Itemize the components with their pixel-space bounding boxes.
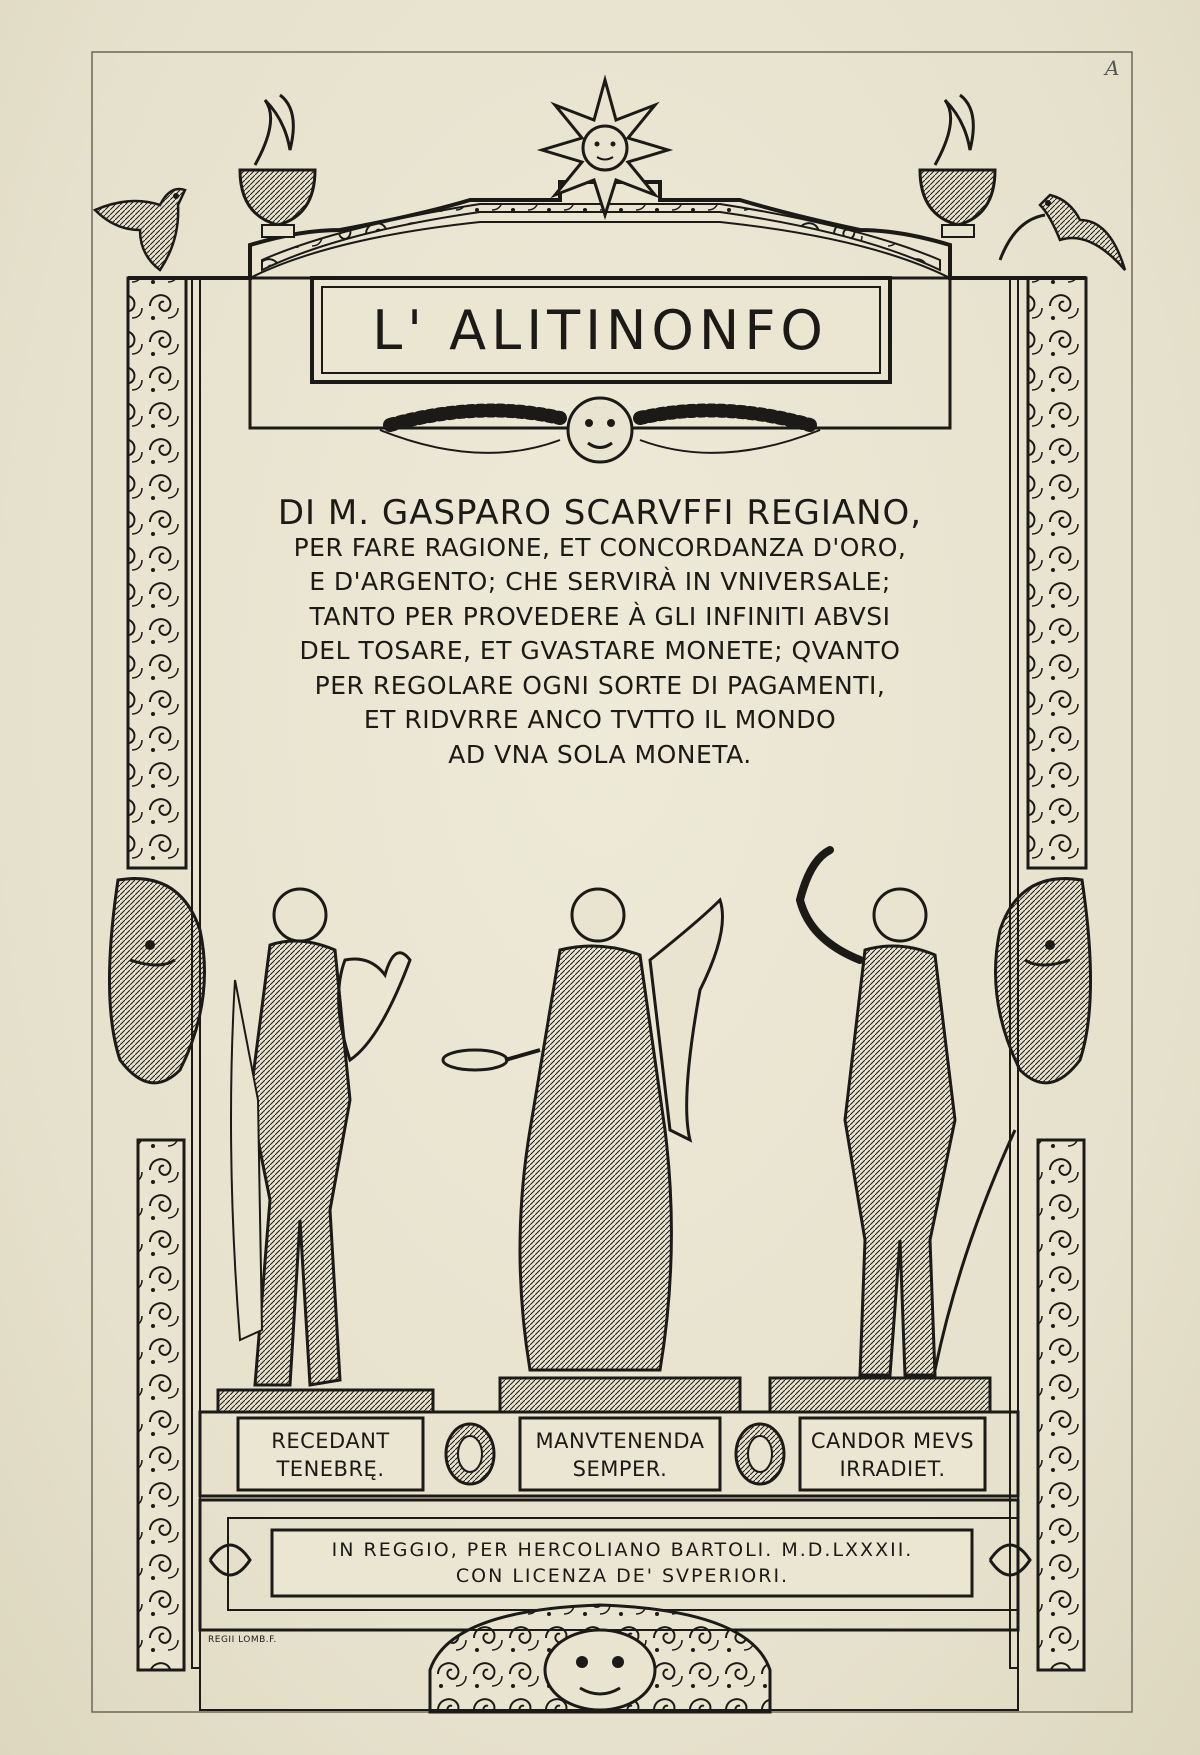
- folio-mark: A: [1105, 56, 1120, 80]
- figure-diana-with-bow: [800, 850, 1015, 1375]
- motto-left: [238, 1420, 423, 1490]
- subtitle-line: DI M. GASPARO SCARVFFI REGIANO,: [277, 493, 923, 533]
- right-eagle: [1000, 195, 1125, 270]
- motto-line: CANDOR MEVS: [810, 1429, 975, 1453]
- left-grotesque-mask: [109, 879, 204, 1083]
- imprint-line: IN REGGIO, PER HERCOLIANO BARTOLI. M.D.LXXXII.: [331, 1539, 914, 1561]
- bow: [935, 1130, 1015, 1370]
- figure-abundance-with-cornucopia: [443, 889, 723, 1370]
- left-eagle: [95, 189, 185, 270]
- subtitle-line: E D'ARGENTO; CHE SERVIRÀ IN VNIVERSALE;: [309, 567, 891, 596]
- engraver-signature: REGII LOMB.F.: [208, 1635, 277, 1645]
- imprint-text: [275, 1534, 970, 1592]
- subtitle-block: [205, 493, 995, 772]
- right-urn: [920, 95, 995, 237]
- subtitle-line: PER REGOLARE OGNI SORTE DI PAGAMENTI,: [314, 670, 886, 700]
- motto-line: TENEBRĘ.: [276, 1457, 385, 1481]
- motto-line: MANVTENENDA: [535, 1429, 705, 1453]
- figure-apollo-with-lyre: [231, 889, 410, 1385]
- mask-face: [568, 398, 632, 462]
- subtitle-line: PER FARE RAGIONE, ET CONCORDANZA D'ORO,: [293, 532, 907, 562]
- motto-center: [520, 1420, 720, 1490]
- subtitle-line: TANTO PER PROVEDERE À GLI INFINITI ABVSI: [309, 601, 891, 631]
- left-urn: [240, 95, 315, 237]
- motto-right: [800, 1420, 985, 1490]
- motto-line: SEMPER.: [572, 1457, 668, 1481]
- subtitle-line: DEL TOSARE, ET GVASTARE MONETE; QVANTO: [299, 636, 901, 665]
- subtitle-line: ET RIDVRRE ANCO TVTTO IL MONDO: [363, 705, 837, 734]
- book-title: L' ALITINONFO: [372, 298, 828, 362]
- subtitle-line: AD VNA SOLA MONETA.: [448, 739, 752, 769]
- motto-line: IRRADIET.: [839, 1457, 946, 1481]
- garland: [380, 398, 820, 462]
- imprint-line: CON LICENZA DE' SVPERIORI.: [455, 1565, 790, 1587]
- lyre-shape: [339, 953, 410, 1060]
- bottom-lion-mask: [200, 1605, 1018, 1712]
- motto-line: RECEDANT: [271, 1429, 390, 1453]
